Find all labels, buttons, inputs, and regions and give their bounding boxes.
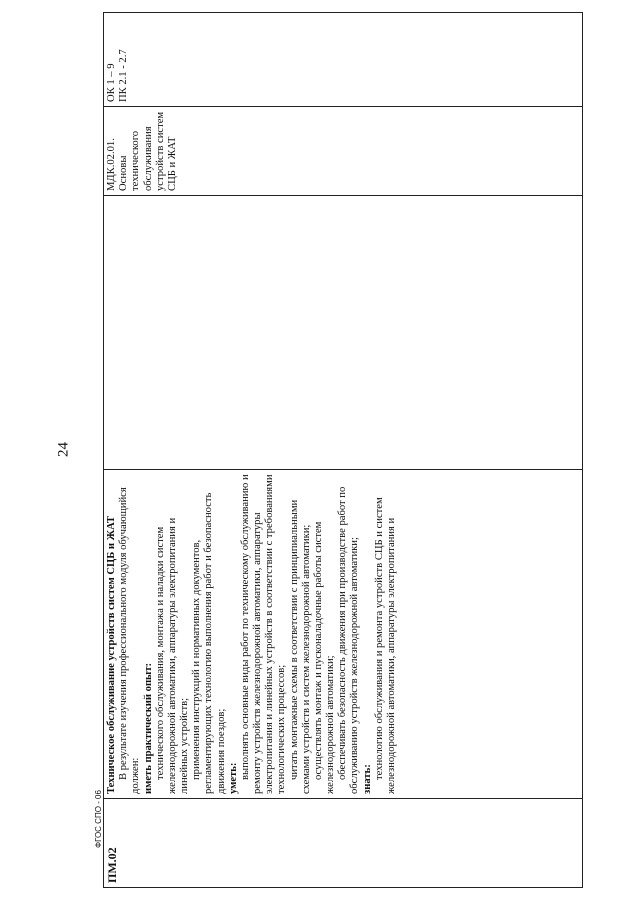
table-row (104, 13, 583, 888)
content-line: выполнять основные виды работ по техническому обслуживанию и ремонту устройств железнодорожной автоматики, аппаратуры электропитания и линейных устройств в соответствии с требованиями технологических процессов; (239, 474, 288, 794)
module-code: ПМ.02 (105, 847, 119, 883)
competency-pk: ПК 2.1 - 2.7 (118, 49, 130, 102)
module-title: Техническое обслуживание устройств систем СЦБ и ЖАТ (106, 516, 117, 794)
module-content-cell (104, 470, 583, 799)
content-line: осуществлять монтаж и пусконаладочные работы систем железнодорожной автоматики; (312, 521, 337, 794)
rotated-table-wrapper (103, 28, 583, 888)
competencies-cell (104, 13, 583, 107)
content-line: обеспечивать безопасность движения при производстве работ по обслуживанию устройств железнодорожной автоматики; (337, 486, 361, 794)
page-number: 24 (55, 442, 72, 457)
mdk-text: МДК.02.01. Основы технического обслуживания устройств систем СЦБ и ЖАТ (106, 111, 178, 191)
content-line: уметь: (227, 762, 239, 794)
content-line: читать монтажные схемы в соответствии с принципиальными схемами устройств и систем железнодорожной автоматики; (288, 499, 312, 794)
module-code-cell (104, 799, 583, 888)
content-line: технического обслуживания, монтажа и наладки систем железнодорожной автоматики, аппаратуры электропитания и линейных устройств; (154, 517, 191, 794)
curriculum-table (103, 12, 583, 888)
mdk-cell (104, 107, 583, 196)
content-line: знать: (361, 764, 373, 794)
competency-ok: ОК 1 – 9 (106, 63, 117, 102)
hours-cell (104, 196, 583, 470)
content-line: иметь практический опыт: (142, 662, 154, 794)
content-line: технологию обслуживания и ремонта устройств СЦБ и систем железнодорожной автоматики, аппаратуры электропитания и (373, 497, 397, 794)
content-line: В результате изучения профессионального модуля обучающийся должен: (118, 487, 142, 794)
content-line: применения инструкций и нормативных документов, регламентирующих технологию выполнения работ и безопасность движения поездов; (191, 492, 227, 794)
footer-code: ФГОС СПО - 06 (94, 790, 103, 848)
